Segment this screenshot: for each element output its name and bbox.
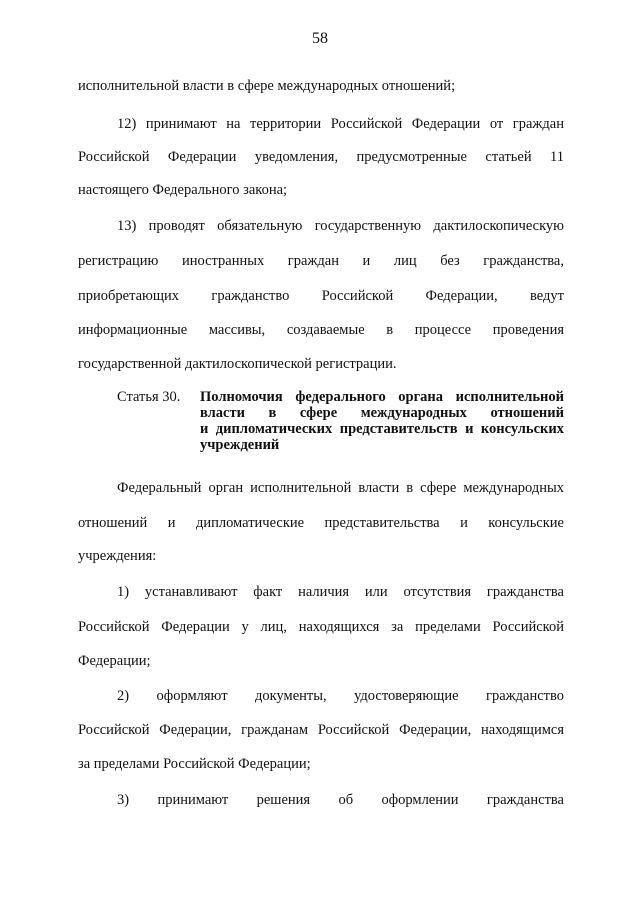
text-line: государственной дактилоскопической регистрации.: [78, 356, 397, 372]
text-line: Российской Федерации у лиц, находящихся за пределами Российской: [78, 619, 564, 635]
text-line: информационные массивы, создаваемые в процессе проведения: [78, 322, 564, 338]
article-heading-line: учреждений: [200, 437, 280, 453]
article-label: Статья 30.: [117, 389, 181, 405]
article-heading-line: Полномочия федерального органа исполнительной: [200, 389, 564, 405]
text-line: 2) оформляют документы, удостоверяющие гражданство: [117, 688, 564, 704]
text-line: отношений и дипломатические представительства и консульские: [78, 515, 564, 531]
text-line: Федеральный орган исполнительной власти в сфере международных: [117, 480, 564, 496]
text-line: за пределами Российской Федерации;: [78, 756, 311, 772]
text-line: 1) устанавливают факт наличия или отсутствия гражданства: [117, 584, 564, 600]
text-line: Российской Федерации, гражданам Российской Федерации, находящимся: [78, 722, 564, 738]
text-line: учреждения:: [78, 548, 157, 564]
page-number: 58: [312, 30, 328, 47]
text-line: 13) проводят обязательную государственную дактилоскопическую: [117, 218, 564, 234]
article-heading-line: власти в сфере международных отношений: [200, 405, 564, 421]
text-line: Российской Федерации уведомления, предусмотренные статьей 11: [78, 149, 564, 165]
text-line: 12) принимают на территории Российской Федерации от граждан: [117, 116, 564, 132]
text-line: приобретающих гражданство Российской Федерации, ведут: [78, 288, 564, 304]
text-line: регистрацию иностранных граждан и лиц без гражданства,: [78, 253, 564, 269]
text-line: исполнительной власти в сфере международных отношений;: [78, 78, 456, 94]
text-line: 3) принимают решения об оформлении гражданства: [117, 792, 564, 808]
article-heading-line: и дипломатических представительств и консульских: [200, 421, 564, 437]
text-line: настоящего Федерального закона;: [78, 182, 288, 198]
text-line: Федерации;: [78, 653, 151, 669]
